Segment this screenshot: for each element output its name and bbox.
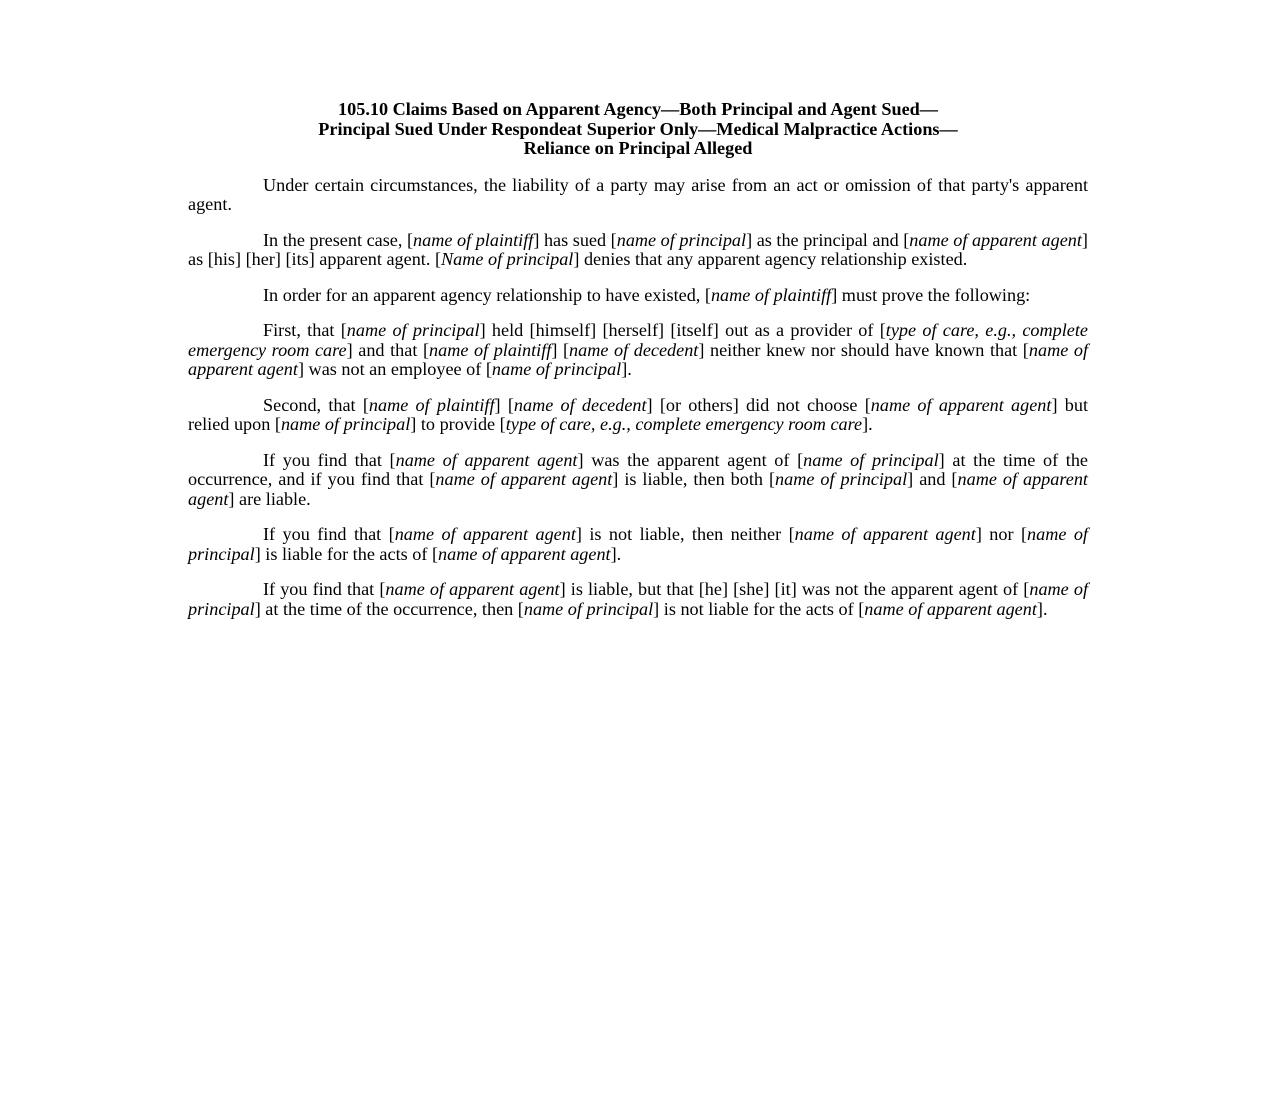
body-text: ] is liable, but that [he] [she] [it] was not the apparent agent of [ xyxy=(559,579,1030,600)
placeholder-text: name of plaintiff xyxy=(368,394,495,415)
placeholder-text: Name of principal xyxy=(441,248,574,269)
placeholder-text: name of principal xyxy=(491,359,622,380)
placeholder-text: name of plaintiff xyxy=(413,229,534,250)
body-text: ] nor [ xyxy=(975,524,1028,545)
placeholder-text: name of apparent agent xyxy=(188,469,1088,509)
body-text: ] was not an employee of [ xyxy=(297,359,492,380)
title-line-1: 105.10 Claims Based on Apparent Agency—Both Principal and Agent Sued— xyxy=(338,99,938,119)
body-text: ] [or others] did not choose [ xyxy=(646,394,871,415)
placeholder-text: name of principal xyxy=(280,414,411,435)
body-text: ] is liable for the acts of [ xyxy=(254,543,439,564)
paragraph-second-element xyxy=(188,396,1088,435)
placeholder-text: name of plaintiff xyxy=(710,284,832,305)
body-text: ] denies that any apparent agency relationship existed. xyxy=(573,248,968,269)
body-text: ] to provide [ xyxy=(410,414,506,435)
body-text: ]. xyxy=(621,359,632,380)
document-page xyxy=(188,100,1088,619)
placeholder-text: name of apparent agent xyxy=(870,394,1052,415)
body-text: ] at the time of the occurrence, and if you find that [ xyxy=(188,449,1088,490)
placeholder-text: type of care, e.g., complete emergency room care xyxy=(188,320,1088,360)
body-text: ]. xyxy=(610,543,622,564)
placeholder-text: type of care, e.g., complete emergency room care xyxy=(505,414,863,435)
body-text: ]. xyxy=(1036,598,1048,619)
body-text: If you find that [ xyxy=(263,524,395,545)
title-line-2: Principal Sued Under Respondeat Superior Only—Medical Malpractice Actions— xyxy=(318,118,958,139)
body-text: ] and that [ xyxy=(346,339,430,360)
placeholder-text: name of apparent agent xyxy=(385,579,560,600)
placeholder-text: name of apparent agent xyxy=(909,229,1082,250)
paragraph-principal-not-liable xyxy=(188,580,1088,619)
body-text: In order for an apparent agency relationship to have existed, [ xyxy=(263,284,711,305)
placeholder-text: name of apparent agent xyxy=(864,598,1037,619)
placeholder-text: name of principal xyxy=(523,598,654,619)
placeholder-text: name of principal xyxy=(188,524,1088,564)
body-text: First, that [ xyxy=(263,320,347,341)
body-text: ] is not liable for the acts of [ xyxy=(653,598,865,619)
body-text: ]. xyxy=(862,414,873,435)
body-text: ] was the apparent agent of [ xyxy=(577,449,804,470)
body-text: ] as [his] [her] [its] apparent agent. [ xyxy=(188,229,1088,269)
placeholder-text: name of apparent agent xyxy=(394,524,576,545)
paragraph-both-liable xyxy=(188,451,1088,509)
body-text: ] must prove the following: xyxy=(831,284,1031,305)
placeholder-text: name of apparent agent xyxy=(188,339,1088,380)
placeholder-text: name of decedent xyxy=(513,394,647,415)
placeholder-text: name of principal xyxy=(775,469,908,490)
body-text: ] is not liable, then neither [ xyxy=(575,524,795,545)
body-text: ] held [himself] [herself] [itself] out as a provider of [ xyxy=(479,320,886,341)
paragraph-must-prove xyxy=(188,286,1088,305)
body-text: ] is liable, then both [ xyxy=(612,469,775,490)
placeholder-text: name of apparent agent xyxy=(395,449,578,470)
body-text: ] are liable. xyxy=(228,488,311,509)
body-text: ] but relied upon [ xyxy=(188,394,1089,435)
body-text: ] and [ xyxy=(907,469,958,490)
placeholder-text: name of apparent agent xyxy=(435,469,613,490)
document-title xyxy=(168,100,1108,159)
placeholder-text: name of principal xyxy=(346,320,480,341)
title-line-3: Reliance on Principal Alleged xyxy=(523,138,753,158)
body-text: ] as the principal and [ xyxy=(746,229,910,250)
body-text: ] neither knew nor should have known that [ xyxy=(698,339,1029,360)
placeholder-text: name of apparent agent xyxy=(438,543,611,564)
placeholder-text: name of plaintiff xyxy=(429,339,552,360)
paragraph-neither-liable xyxy=(188,525,1088,564)
body-text: ] has sued [ xyxy=(533,229,617,250)
body-text: ] [ xyxy=(494,394,514,415)
paragraph-first-element xyxy=(188,321,1088,379)
body-text: ] [ xyxy=(551,339,570,360)
body-text: In the present case, [ xyxy=(263,229,414,250)
body-text: Under certain circumstances, the liability of a party may arise from an act or omission of that party's apparent agent. xyxy=(188,174,1088,214)
paragraph-present-case xyxy=(188,231,1088,270)
body-text: If you find that [ xyxy=(263,449,396,470)
placeholder-text: name of apparent agent xyxy=(794,524,976,545)
placeholder-text: name of principal xyxy=(616,229,747,250)
placeholder-text: name of principal xyxy=(188,579,1088,619)
body-text: Second, that [ xyxy=(263,394,369,415)
body-text: If you find that [ xyxy=(263,579,386,600)
placeholder-text: name of decedent xyxy=(569,339,699,360)
placeholder-text: name of principal xyxy=(803,449,939,470)
paragraph-liability-intro xyxy=(188,176,1088,215)
body-text: ] at the time of the occurrence, then [ xyxy=(254,598,524,619)
